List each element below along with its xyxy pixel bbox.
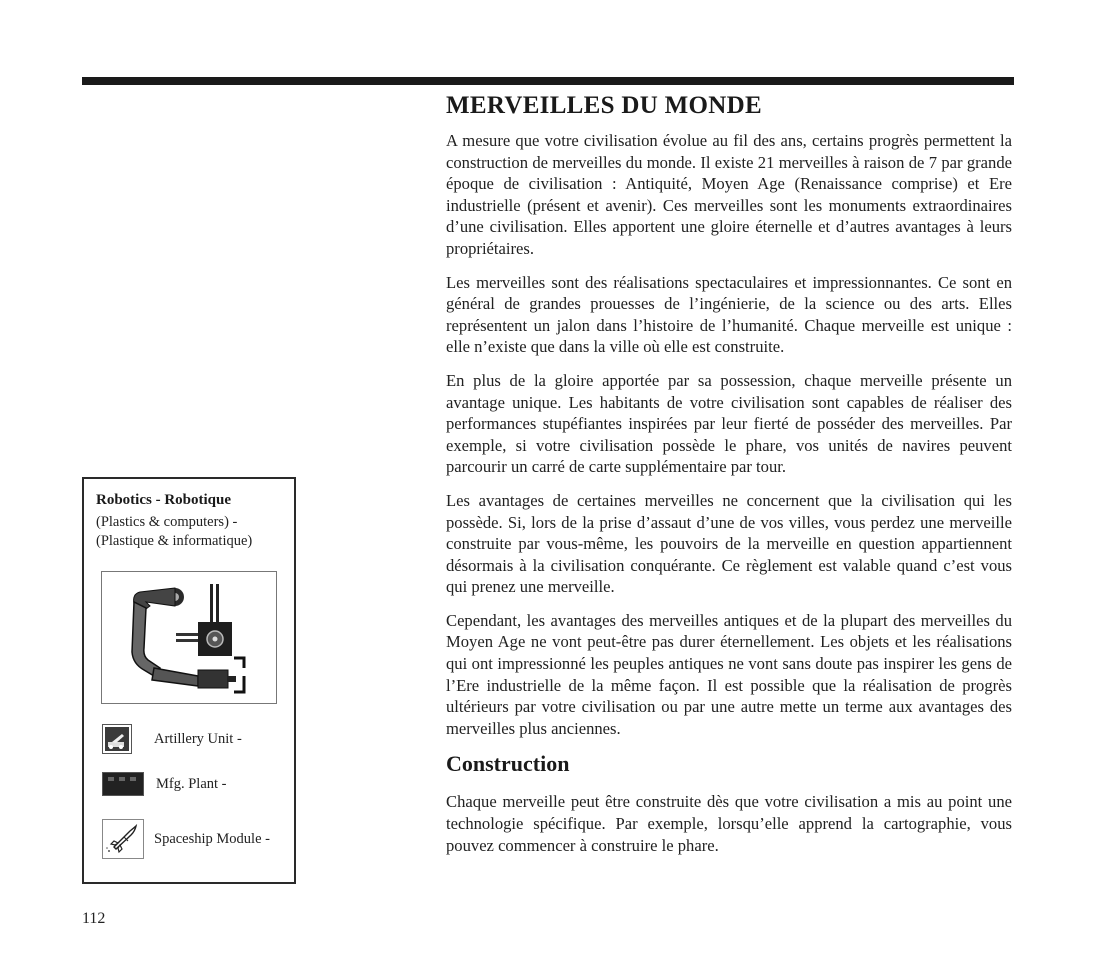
paragraph-obsolescence: Cependant, les avantages des merveilles antiques et de la plupart des merveilles du Moyen Age ne vont peut-être pas durer éternellement. Les objets et les réalisations qui ont impressionné les peuples antiques ne vont sans doute pas inspirer les gens de l’Ere industrielle de la même façon. Il est possible que la réalisation de progrès ultérieurs par votre civilisation ou par une autre mette un terme aux avantages des merveilles plus anciennes. [446,610,1012,738]
factory-icon [102,772,144,796]
unit-label-spaceship-module: Spaceship Module - [154,830,270,847]
top-rule [82,77,1014,85]
unit-label-artillery: Artillery Unit - [154,730,242,747]
paragraph-spectacular: Les merveilles sont des réalisations spectaculaires et impressionnantes. Ce sont en général de grandes prouesses de l’ingénierie, de la science ou des arts. Elles représentent un jalon dans l’histoire de l’humanité. Chaque merveille est unique : elle n’existe que dans la ville où elle est construite. [446,272,1012,357]
sidebar-subtitle-fr: (Plastique & informatique) [96,533,253,549]
robotics-illustration [101,571,277,704]
construction-heading: Construction [446,751,570,777]
page-number: 112 [82,910,106,927]
artillery-icon [102,724,132,754]
main-content [446,92,1012,868]
robot-arm-icon [102,572,276,703]
unit-label-mfg-plant: Mfg. Plant - [156,775,227,792]
paragraph-advantage: En plus de la gloire apportée par sa possession, chaque merveille présente un avantage unique. Les habitants de votre civilisation sont capables de réaliser des performances stupéfiantes inspirées par leur fierté de posséder des merveilles. Par exemple, si votre civilisation possède le phare, vos unités de navires peuvent parcourir un carré de carte supplémentaire par tour. [446,370,1012,477]
sidebar-box [82,477,296,884]
paragraph-ownership: Les avantages de certaines merveilles ne concernent que la civilisation qui les possède. Si, lors de la prise d’assaut d’une de vos villes, vous perdez une merveille construite par vous-même, les pouvoirs de la merveille en question appartiennent désormais à la civilisation conquérante. Ce règlement est valable quand c’est vous qui prenez une merveille. [446,490,1012,597]
page-title: MERVEILLES DU MONDE [446,92,762,119]
paragraph-construction: Chaque merveille peut être construite dès que votre civilisation a mis au point une technologie spécifique. Par exemple, lorsqu’elle apprend la cartographie, vous pouvez commencer à construire le phare. [446,792,1012,855]
unit-row-spaceship-module [102,819,270,859]
sidebar-subtitle-en: (Plastics & computers) - [96,514,238,530]
sidebar-title: Robotics - Robotique [96,492,232,508]
rocket-icon [102,819,144,859]
unit-row-artillery [102,724,242,754]
unit-row-mfg-plant [102,772,226,796]
paragraph-intro: A mesure que votre civilisation évolue au fil des ans, certains progrès permettent la construction de merveilles du monde. Il existe 21 merveilles à raison de 7 par grande époque de civilisation : Antiquité, Moyen Age (Renaissance comprise) et Ere industrielle (présent et avenir). Ces merveilles sont les monuments extraordinaires d’une civilisation. Elles apportent une gloire éternelle et d’autres avantages à leurs propriétaires. [446,131,1012,258]
